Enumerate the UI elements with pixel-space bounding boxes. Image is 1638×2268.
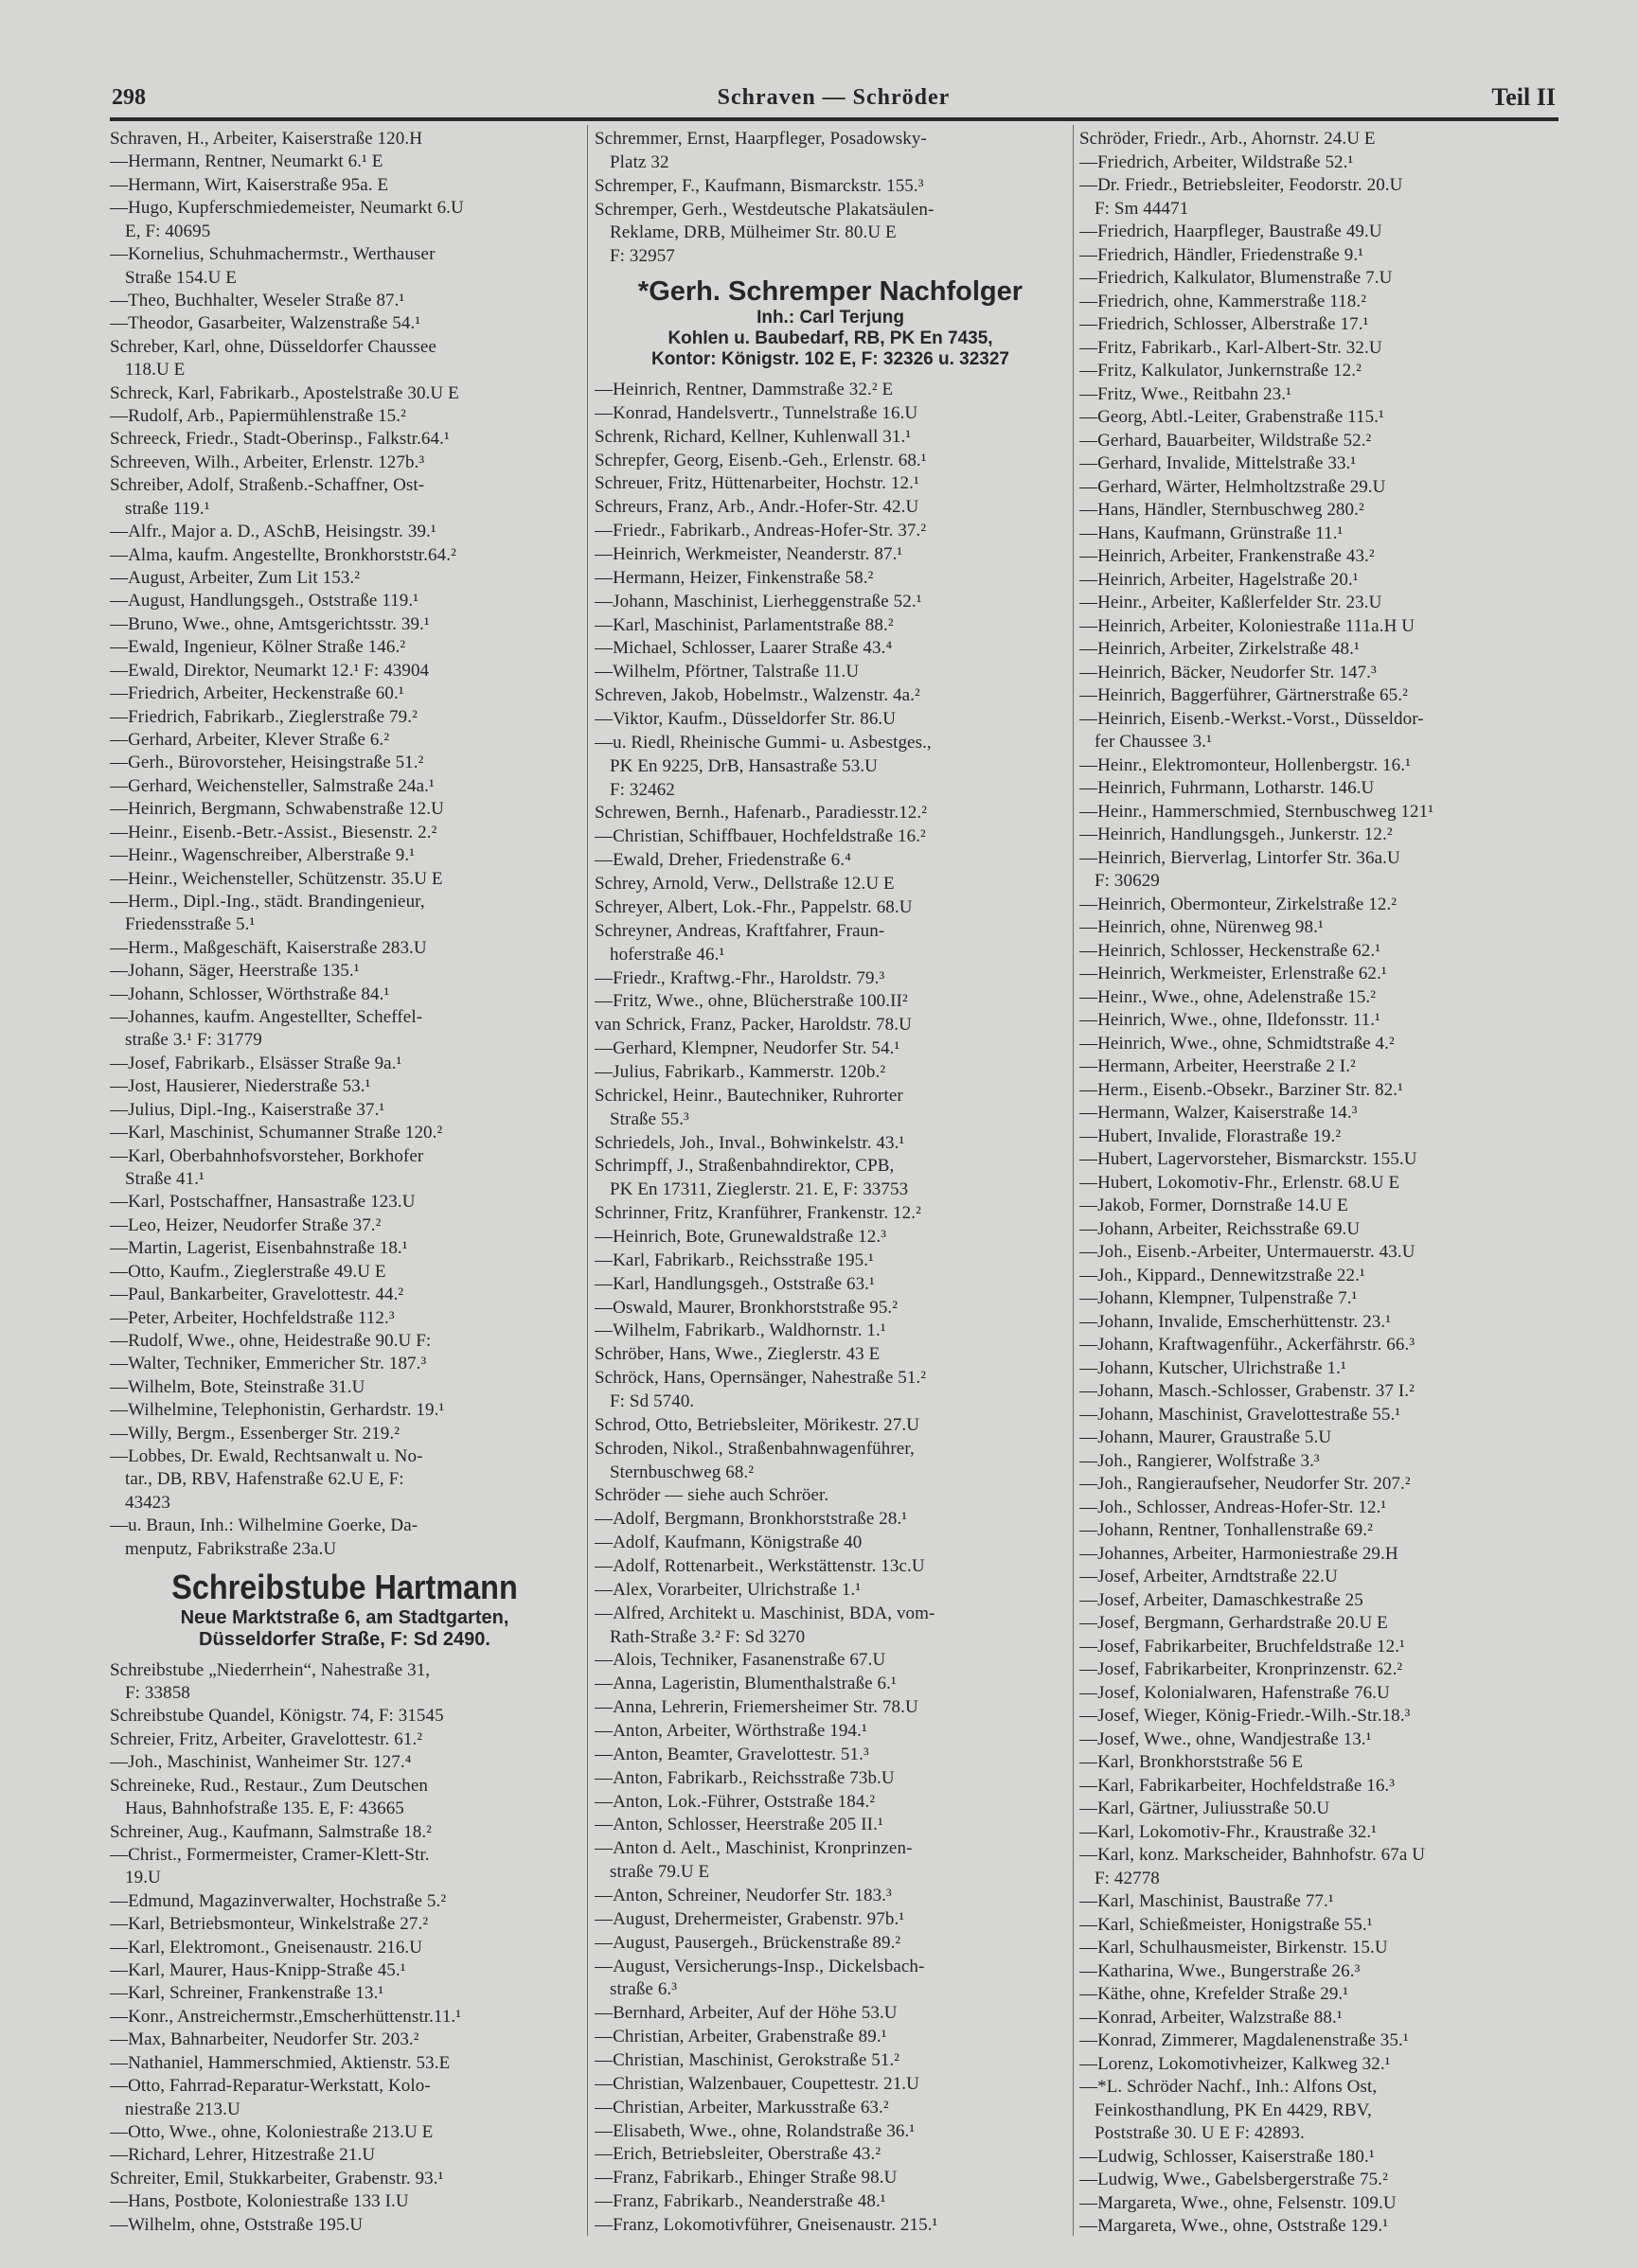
directory-entry-continuation: F: Sd 5740. <box>610 1391 695 1411</box>
directory-entry: —Karl, konz. Markscheider, Bahnhofstr. 67a U <box>1079 1845 1426 1865</box>
directory-entry: —Alfred, Architekt u. Maschinist, BDA, vom- <box>595 1603 935 1623</box>
directory-entry: Schrenk, Richard, Kellner, Kuhlenwall 31.¹ <box>595 426 912 447</box>
directory-entry: —Gerh., Bürovorsteher, Heisingstraße 51.² <box>110 753 424 773</box>
directory-entry-continuation: niestraße 213.U <box>125 2099 240 2119</box>
directory-entry: —Anton, Fabrikarb., Reichsstraße 73b.U <box>595 1767 895 1788</box>
directory-entry: Schröber, Hans, Wwe., Zieglerstr. 43 E <box>595 1344 881 1365</box>
directory-entry: Schrepfer, Georg, Eisenb.-Geh., Erlenstr. 68.¹ <box>595 450 927 470</box>
directory-entry: —Ludwig, Schlosser, Kaiserstraße 180.¹ <box>1079 2146 1375 2167</box>
directory-entry: —Edmund, Magazinverwalter, Hochstraße 5.² <box>110 1890 447 1911</box>
column-middle <box>595 129 1066 2236</box>
directory-entry-continuation: straße 79.U E <box>610 1862 710 1883</box>
directory-entry: —Heinrich, Rentner, Dammstraße 32.² E <box>595 380 894 400</box>
directory-entry: —Heinr., Eisenb.-Betr.-Assist., Biesenstr. 2.² <box>110 822 437 842</box>
directory-entry: —Anton, Lok.-Führer, Oststraße 184.² <box>595 1791 876 1812</box>
directory-entry-continuation: F: 32462 <box>610 779 675 800</box>
directory-entry: Schremper, Gerh., Westdeutsche Plakatsäulen- <box>595 199 935 220</box>
directory-entry: —Julius, Dipl.-Ing., Kaiserstraße 37.¹ <box>110 1099 385 1120</box>
directory-entry: —Hubert, Lagervorsteher, Bismarckstr. 155.U <box>1079 1149 1417 1169</box>
directory-entry: —Herm., Eisenb.-Obsekr., Barziner Str. 82.¹ <box>1079 1079 1403 1100</box>
directory-entry: —Julius, Fabrikarb., Kammerstr. 120b.² <box>595 1061 886 1082</box>
directory-entry: Schreck, Karl, Fabrikarb., Apostelstraße 30.U E <box>110 382 459 403</box>
directory-entry-continuation: PK En 17311, Zieglerstr. 21. E, F: 33753 <box>610 1179 909 1200</box>
directory-entry: —Karl, Elektromont., Gneisenaustr. 216.U <box>110 1937 423 1958</box>
directory-entry: —Franz, Lokomotivführer, Gneisenaustr. 215.¹ <box>595 2215 938 2236</box>
directory-entry: —Peter, Arbeiter, Hochfeldstraße 112.³ <box>110 1307 395 1328</box>
directory-entry: —Ewald, Dreher, Friedenstraße 6.⁴ <box>595 850 851 871</box>
directory-entry: —Jost, Hausierer, Niederstraße 53.¹ <box>110 1076 371 1097</box>
directory-entry-continuation: F: Sm 44471 <box>1095 198 1189 219</box>
directory-entry: —Joh., Schlosser, Andreas-Hofer-Str. 12.¹ <box>1079 1497 1387 1517</box>
directory-entry: —Oswald, Maurer, Bronkhorststraße 95.² <box>595 1297 899 1318</box>
directory-entry: —Karl, Gärtner, Juliusstraße 50.U <box>1079 1798 1330 1818</box>
directory-entry: —Konrad, Handelsvertr., Tunnelstraße 16.U <box>595 402 918 423</box>
directory-entry: —Gerhard, Weichensteller, Salmstraße 24a.¹ <box>110 775 435 796</box>
directory-entry: —Leo, Heizer, Neudorfer Straße 37.² <box>110 1214 382 1235</box>
directory-entry: —Friedrich, Schlosser, Alberstraße 17.¹ <box>1079 314 1369 334</box>
directory-entry: —Heinr., Wagenschreiber, Alberstraße 9.¹ <box>110 845 416 866</box>
directory-entry: —Wilhelm, Fabrikarb., Waldhornstr. 1.¹ <box>595 1320 886 1341</box>
directory-entry: —Gerhard, Arbeiter, Klever Straße 6.² <box>110 729 390 750</box>
directory-entry-continuation: PK En 9225, DrB, Hansastraße 53.U <box>610 755 878 776</box>
directory-entry: —Christ., Formermeister, Cramer-Klett-Str. <box>110 1844 430 1865</box>
directory-entry: —Josef, Arbeiter, Arndtstraße 22.U <box>1079 1567 1338 1586</box>
directory-entry: —Heinrich, Bergmann, Schwabenstraße 12.U <box>110 799 444 820</box>
directory-entry: —Christian, Arbeiter, Markusstraße 63.² <box>595 2097 889 2117</box>
directory-entry: —Heinrich, Wwe., ohne, Schmidtstraße 4.² <box>1079 1033 1395 1054</box>
directory-entry: Schrey, Arnold, Verw., Dellstraße 12.U E <box>595 874 895 895</box>
directory-entry: —Rudolf, Wwe., ohne, Heidestraße 90.U F: <box>110 1330 432 1351</box>
directory-entry: —Heinrich, Obermonteur, Zirkelstraße 12.² <box>1079 894 1398 914</box>
directory-entry: —Willy, Bergm., Essenberger Str. 219.² <box>110 1423 401 1444</box>
directory-entry-continuation: F: 30629 <box>1095 871 1160 891</box>
directory-entry: —Ewald, Ingenieur, Kölner Straße 146.² <box>110 637 406 658</box>
directory-entry: —Heinrich, ohne, Nürenweg 98.¹ <box>1079 917 1324 937</box>
directory-entry: —Hermann, Heizer, Finkenstraße 58.² <box>595 567 874 588</box>
directory-entry: —Theodor, Gasarbeiter, Walzenstraße 54.¹ <box>110 313 421 334</box>
directory-entry: —Johann, Rentner, Tonhallenstraße 69.² <box>1079 1520 1373 1540</box>
directory-entry: —Friedrich, Kalkulator, Blumenstraße 7.U <box>1079 268 1393 288</box>
directory-entry: —Nathaniel, Hammerschmied, Aktienstr. 53.E <box>110 2052 451 2073</box>
directory-entry-continuation: Reklame, DRB, Mülheimer Str. 80.U E <box>610 222 897 243</box>
directory-entry-continuation: E, F: 40695 <box>125 221 211 241</box>
directory-entry: —Friedrich, Haarpfleger, Baustraße 49.U <box>1079 221 1382 241</box>
directory-entry: —Christian, Maschinist, Gerokstraße 51.² <box>595 2050 900 2071</box>
directory-entry: —Hugo, Kupferschmiedemeister, Neumarkt 6.U <box>110 198 464 219</box>
directory-entry-continuation: Straße 55.³ <box>610 1108 689 1129</box>
directory-entry: —Kornelius, Schuhmachermstr., Werthauser <box>110 244 436 265</box>
directory-entry: —Heinrich, Arbeiter, Frankenstraße 43.² <box>1079 546 1375 566</box>
directory-entry: —Ludwig, Wwe., Gabelsbergerstraße 75.² <box>1079 2170 1388 2189</box>
directory-entry-continuation: Rath-Straße 3.² F: Sd 3270 <box>610 1626 806 1647</box>
directory-entry: —Gerhard, Bauarbeiter, Wildstraße 52.² <box>1079 430 1372 451</box>
directory-entry: —Heinr., Elektromonteur, Hollenbergstr. 16.¹ <box>1079 754 1411 775</box>
advertisement-hartmann <box>110 1562 579 1657</box>
directory-entry: —Karl, Handlungsgeh., Oststraße 63.¹ <box>595 1273 875 1294</box>
directory-entry: —Walter, Techniker, Emmericher Str. 187.³ <box>110 1354 427 1374</box>
advertisement-title: Schreibstube Hartmann <box>171 1568 518 1607</box>
directory-entry: —Joh., Eisenb.-Arbeiter, Untermauerstr. 43.U <box>1079 1242 1415 1262</box>
column-right <box>1079 129 1558 2236</box>
advertisement-line: Kohlen u. Baubedarf, RB, PK En 7435, <box>668 328 993 349</box>
directory-entry: Schrimpff, J., Straßenbahndirektor, CPB, <box>595 1156 895 1177</box>
directory-entry: Schreven, Jakob, Hobelmstr., Walzenstr. 4a.² <box>595 685 920 706</box>
directory-entry: —Heinrich, Arbeiter, Hagelstraße 20.¹ <box>1079 569 1359 590</box>
directory-entry-continuation: 19.U <box>125 1868 161 1888</box>
directory-entry: —Josef, Fabrikarb., Elsässer Straße 9a.¹ <box>110 1053 402 1073</box>
directory-entry: —Friedr., Kraftwg.-Fhr., Haroldstr. 79.³ <box>595 967 885 988</box>
directory-entry: —Friedrich, Arbeiter, Heckenstraße 60.¹ <box>110 683 404 704</box>
directory-entry: Schreiter, Emil, Stukkarbeiter, Grabenstr. 93.¹ <box>110 2168 444 2188</box>
directory-entry: —Karl, Lokomotiv-Fhr., Kraustraße 32.¹ <box>1079 1821 1377 1842</box>
page-number: 298 <box>112 85 146 110</box>
directory-entry: —Hubert, Lokomotiv-Fhr., Erlenstr. 68.U E <box>1079 1172 1400 1193</box>
directory-entry-continuation: straße 6.³ <box>610 1979 678 2000</box>
directory-entry: Schroden, Nikol., Straßenbahnwagenführer, <box>595 1438 915 1459</box>
directory-entry: Schreiber, Adolf, Straßenb.-Schaffner, Ost- <box>110 475 425 496</box>
directory-entry: Schreyner, Andreas, Kraftfahrer, Fraun- <box>595 920 885 941</box>
directory-entry: —Richard, Lehrer, Hitzestraße 21.U <box>110 2145 376 2166</box>
directory-entry: —Otto, Kaufm., Zieglerstraße 49.U E <box>110 1261 386 1282</box>
directory-entry: van Schrick, Franz, Packer, Haroldstr. 78.U <box>595 1015 912 1036</box>
directory-entry: —Herm., Dipl.-Ing., städt. Brandingenieur, <box>110 891 425 912</box>
advertisement-line: Düsseldorfer Straße, F: Sd 2490. <box>199 1629 490 1651</box>
directory-entry: —Heinrich, Handlungsgeh., Junkerstr. 12.² <box>1079 824 1393 844</box>
advertisement-title: *Gerh. Schremper Nachfolger <box>637 276 1024 308</box>
directory-entry-continuation: Poststraße 30. U E F: 42893. <box>1095 2123 1305 2143</box>
directory-entry: —Heinr., Wwe., ohne, Adelenstraße 15.² <box>1079 986 1377 1007</box>
directory-entry-continuation: straße 119.¹ <box>125 498 210 519</box>
directory-entry: Schreibstube Quandel, Königstr. 74, F: 31545 <box>110 1706 444 1727</box>
directory-entry: —Johann, Kutscher, Ulrichstraße 1.¹ <box>1079 1357 1346 1378</box>
directory-entry: —Wilhelm, ohne, Oststraße 195.U <box>110 2214 364 2235</box>
directory-entry: —Hans, Händler, Sternbuschweg 280.² <box>1079 500 1364 520</box>
directory-entry: —Katharina, Wwe., Bungerstraße 26.³ <box>1079 1960 1361 1981</box>
directory-entry: —Alois, Techniker, Fasanenstraße 67.U <box>595 1650 886 1671</box>
directory-entry-continuation: 43423 <box>125 1492 170 1513</box>
directory-entry: —Anton, Beamter, Gravelottestr. 51.³ <box>595 1744 869 1764</box>
directory-entry: —Friedr., Fabrikarb., Andreas-Hofer-Str. 37.² <box>595 521 927 541</box>
directory-entry: —Karl, Postschaffner, Hansastraße 123.U <box>110 1192 416 1213</box>
directory-entry: —Heinrich, Bäcker, Neudorfer Str. 147.³ <box>1079 662 1377 682</box>
directory-entry: Schreiner, Aug., Kaufmann, Salmstraße 18.² <box>110 1821 432 1842</box>
directory-entry: Schraven, H., Arbeiter, Kaiserstraße 120.H <box>110 129 423 149</box>
directory-entry: —Alma, kaufm. Angestellte, Bronkhorststr.64.² <box>110 544 456 565</box>
directory-entry: —Theo, Buchhalter, Weseler Straße 87.¹ <box>110 290 405 310</box>
directory-entry: —Karl, Betriebsmonteur, Winkelstraße 27.² <box>110 1914 429 1935</box>
directory-entry: —Anna, Lageristin, Blumenthalstraße 6.¹ <box>595 1674 897 1694</box>
directory-entry-continuation: 118.U E <box>125 360 186 381</box>
directory-entry: —Karl, Bronkhorststraße 56 E <box>1079 1752 1304 1772</box>
directory-entry: —Karl, Maurer, Haus-Knipp-Straße 45.¹ <box>110 1960 406 1981</box>
directory-entry: —Joh., Maschinist, Wanheimer Str. 127.⁴ <box>110 1752 412 1773</box>
directory-entry: —Hermann, Arbeiter, Heerstraße 2 I.² <box>1079 1056 1356 1076</box>
directory-entry: —Josef, Kolonialwaren, Hafenstraße 76.U <box>1079 1682 1390 1703</box>
directory-entry: —August, Arbeiter, Zum Lit 153.² <box>110 568 361 589</box>
running-head: Schraven — Schröder <box>717 85 951 110</box>
directory-entry: —Heinr., Arbeiter, Kaßlerfelder Str. 23.U <box>1079 593 1382 612</box>
directory-entry: —August, Pausergeh., Brückenstraße 89.² <box>595 1932 901 1953</box>
directory-entry: —Alex, Vorarbeiter, Ulrichstraße 1.¹ <box>595 1579 862 1600</box>
directory-entry: —Josef, Wieger, König-Friedr.-Wilh.-Str.18.³ <box>1079 1706 1411 1726</box>
directory-entry: —Joh., Rangieraufseher, Neudorfer Str. 207.² <box>1079 1474 1411 1494</box>
directory-entry: —Anna, Lehrerin, Friemersheimer Str. 78.U <box>595 1697 918 1718</box>
directory-entry-continuation: Haus, Bahnhofstraße 135. E, F: 43665 <box>125 1798 404 1819</box>
directory-entry: —Friedrich, ohne, Kammerstraße 118.² <box>1079 291 1367 311</box>
directory-entry: Schrod, Otto, Betriebsleiter, Mörikestr. 27.U <box>595 1414 920 1435</box>
directory-entry: —Heinr., Hammerschmied, Sternbuschweg 121¹ <box>1079 801 1433 822</box>
directory-entry: —Hermann, Walzer, Kaiserstraße 14.³ <box>1079 1103 1358 1123</box>
directory-entry: —u. Riedl, Rheinische Gummi- u. Asbestges., <box>595 732 932 753</box>
directory-entry: —Josef, Fabrikarbeiter, Kronprinzenstr. 62.² <box>1079 1659 1403 1679</box>
directory-entry-continuation: F: 33858 <box>125 1683 190 1703</box>
directory-entry: —Konr., Anstreichermstr.,Emscherhüttenstr.11.¹ <box>110 2006 462 2027</box>
directory-entry: —Karl, Maschinist, Schumanner Straße 120.² <box>110 1123 443 1143</box>
directory-entry: Schreeck, Friedr., Stadt-Oberinsp., Falkstr.64.¹ <box>110 429 450 450</box>
advertisement-line: Kontor: Königstr. 102 E, F: 32326 u. 32327 <box>650 349 1009 370</box>
directory-entry: —August, Versicherungs-Insp., Dickelsbach- <box>595 1956 925 1976</box>
directory-entry: Schreurs, Franz, Arb., Andr.-Hofer-Str. 42.U <box>595 497 919 518</box>
directory-entry: —Martin, Lagerist, Eisenbahnstraße 18.¹ <box>110 1238 408 1259</box>
directory-entry-continuation: straße 3.¹ F: 31779 <box>125 1030 262 1051</box>
directory-entry: —Karl, Schulhausmeister, Birkenstr. 15.U <box>1079 1938 1388 1958</box>
directory-entry: —Wilhelm, Pförtner, Talstraße 11.U <box>595 662 860 682</box>
directory-entry: —Joh., Kippard., Dennewitzstraße 22.¹ <box>1079 1265 1365 1285</box>
directory-entry: —Karl, Fabrikarbeiter, Hochfeldstraße 16.³ <box>1079 1775 1396 1796</box>
directory-entry: —Josef, Wwe., ohne, Wandjestraße 13.¹ <box>1079 1728 1372 1749</box>
directory-entry: —Wilhelm, Bote, Steinstraße 31.U <box>110 1376 365 1397</box>
directory-entry: —Christian, Schiffbauer, Hochfeldstraße 16.² <box>595 826 926 847</box>
directory-entry: —Gerhard, Wärter, Helmholtzstraße 29.U <box>1079 476 1386 497</box>
directory-entry: —Hans, Postbote, Koloniestraße 133 I.U <box>110 2191 409 2212</box>
directory-entry: —Joh., Rangierer, Wolfstraße 3.³ <box>1079 1450 1320 1471</box>
directory-entry: —Paul, Bankarbeiter, Gravelottestr. 44.² <box>110 1285 404 1305</box>
directory-entry: —Johannes, kaufm. Angestellter, Scheffel- <box>110 1007 423 1028</box>
directory-entry: —Käthe, ohne, Krefelder Straße 29.¹ <box>1079 1984 1349 2004</box>
directory-entry: —Michael, Schlosser, Laarer Straße 43.⁴ <box>595 638 893 659</box>
directory-entry: —Elisabeth, Wwe., ohne, Rolandstraße 36.¹ <box>595 2120 916 2141</box>
advertisement-line: Neue Marktstraße 6, am Stadtgarten, <box>180 1607 509 1629</box>
directory-entry: —Lorenz, Lokomotivheizer, Kalkweg 32.¹ <box>1079 2053 1391 2074</box>
part-label: Teil II <box>1491 83 1556 111</box>
directory-entry: Schrinner, Fritz, Kranführer, Frankenstr. 12.² <box>595 1203 921 1224</box>
directory-entry: —Hubert, Invalide, Florastraße 19.² <box>1079 1125 1342 1146</box>
directory-entry: Schreber, Karl, ohne, Düsseldorfer Chaussee <box>110 336 436 357</box>
directory-entry: —Johann, Maurer, Graustraße 5.U <box>1079 1427 1332 1447</box>
directory-entry: —Viktor, Kaufm., Düsseldorfer Str. 86.U <box>595 709 897 730</box>
directory-entry: —Friedrich, Arbeiter, Wildstraße 52.¹ <box>1079 151 1354 172</box>
directory-entry: —Hermann, Wirt, Kaiserstraße 95a. E <box>110 174 389 195</box>
directory-entry: Schröck, Hans, Opernsänger, Nahestraße 51.² <box>595 1368 927 1389</box>
directory-entry: —Karl, Schießmeister, Honigstraße 55.¹ <box>1079 1914 1373 1935</box>
directory-entry: —Heinrich, Werkmeister, Neanderstr. 87.¹ <box>595 544 903 565</box>
directory-entry-continuation: tar., DB, RBV, Hafenstraße 62.U E, F: <box>125 1469 404 1490</box>
directory-entry: —Gerhard, Invalide, Mittelstraße 33.¹ <box>1079 453 1357 473</box>
directory-entry: —Jakob, Former, Dornstraße 14.U E <box>1079 1196 1348 1215</box>
directory-entry: —Alfr., Major a. D., ASchB, Heisingstr. 39.¹ <box>110 522 436 542</box>
directory-entry: —Johann, Kraftwagenführ., Ackerfährstr. 66.³ <box>1079 1335 1415 1355</box>
directory-entry: —Heinrich, Baggerführer, Gärtnerstraße 65.² <box>1079 685 1408 705</box>
directory-entry: —Dr. Friedr., Betriebsleiter, Feodorstr. 20.U <box>1079 175 1403 195</box>
directory-entry: —Heinrich, Bote, Grunewaldstraße 12.³ <box>595 1226 887 1247</box>
directory-entry: —Christian, Walzenbauer, Coupettestr. 21.U <box>595 2073 919 2094</box>
directory-entry: Schreuer, Fritz, Hüttenarbeiter, Hochstr. 12.¹ <box>595 473 919 494</box>
directory-entry: —Johann, Schlosser, Wörthstraße 84.¹ <box>110 983 390 1004</box>
advertisement-line: Inh.: Carl Terjung <box>757 308 904 328</box>
directory-entry: —August, Drehermeister, Grabenstr. 97b.¹ <box>595 1908 905 1929</box>
directory-entry: —Otto, Fahrrad-Reparatur-Werkstatt, Kolo- <box>110 2076 431 2097</box>
directory-entry: —Heinrich, Bierverlag, Lintorfer Str. 36a.U <box>1079 847 1400 868</box>
directory-entry: —Johann, Klempner, Tulpenstraße 7.¹ <box>1079 1288 1358 1308</box>
directory-entry: —Franz, Fabrikarb., Ehinger Straße 98.U <box>595 2168 898 2188</box>
directory-entry: —Fritz, Fabrikarb., Karl-Albert-Str. 32.U <box>1079 337 1382 358</box>
directory-entry: —Ewald, Direktor, Neumarkt 12.¹ F: 43904 <box>110 660 430 681</box>
directory-entry: —Erich, Betriebsleiter, Oberstraße 43.² <box>595 2144 881 2165</box>
advertisement-schremper <box>595 270 1066 376</box>
directory-entry: —*L. Schröder Nachf., Inh.: Alfons Ost, <box>1079 2077 1378 2097</box>
directory-entry: —Johann, Maschinist, Gravelottestraße 55.¹ <box>1079 1404 1401 1425</box>
directory-entry-continuation: Platz 32 <box>610 151 669 172</box>
directory-entry: —Bruno, Wwe., ohne, Amtsgerichtsstr. 39.¹ <box>110 613 430 634</box>
directory-entry: —Johann, Säger, Heerstraße 135.¹ <box>110 961 360 982</box>
directory-entry: —Karl, Maschinist, Baustraße 77.¹ <box>1079 1891 1334 1911</box>
directory-entry: —Herm., Maßgeschäft, Kaiserstraße 283.U <box>110 937 427 958</box>
column-left <box>110 129 579 2236</box>
directory-entry: —Johannes, Arbeiter, Harmoniestraße 29.H <box>1079 1543 1398 1564</box>
header-rule <box>110 117 1558 121</box>
directory-entry: —Friedrich, Händler, Friedenstraße 9.¹ <box>1079 244 1363 265</box>
directory-entry-continuation: hoferstraße 46.¹ <box>610 944 725 965</box>
directory-entry: Schremper, F., Kaufmann, Bismarckstr. 155.³ <box>595 175 924 196</box>
directory-entry: —Adolf, Rottenarbeit., Werkstättenstr. 13c.U <box>595 1555 925 1576</box>
directory-entry: —Fritz, Wwe., Reitbahn 23.¹ <box>1079 383 1291 404</box>
directory-entry-continuation: Straße 154.U E <box>125 267 238 288</box>
directory-entry: —Karl, Schreiner, Frankenstraße 13.¹ <box>110 1983 384 2004</box>
directory-entry: —Heinr., Weichensteller, Schützenstr. 35.U E <box>110 868 443 889</box>
directory-entry: —Karl, Fabrikarb., Reichsstraße 195.¹ <box>595 1249 874 1270</box>
directory-entry: —Adolf, Kaufmann, Königstraße 40 <box>595 1533 863 1553</box>
directory-entry: —Anton, Arbeiter, Wörthstraße 194.¹ <box>595 1721 867 1741</box>
column-divider <box>587 125 588 2236</box>
directory-entry-continuation: Straße 41.¹ <box>125 1168 205 1189</box>
directory-entry: —Heinrich, Arbeiter, Koloniestraße 111a.H U <box>1079 615 1415 636</box>
directory-entry: —Johann, Masch.-Schlosser, Grabenstr. 37 I.² <box>1079 1381 1415 1401</box>
directory-entry: —Josef, Bergmann, Gerhardstraße 20.U E <box>1079 1613 1388 1633</box>
directory-entry: —Margareta, Wwe., ohne, Oststraße 129.¹ <box>1079 2216 1388 2236</box>
directory-entry: —Bernhard, Arbeiter, Auf der Höhe 53.U <box>595 2003 898 2024</box>
column-divider <box>1073 125 1074 2236</box>
directory-entry: —Anton, Schlosser, Heerstraße 205 II.¹ <box>595 1815 883 1835</box>
directory-entry: —Rudolf, Arb., Papiermühlenstraße 15.² <box>110 406 406 427</box>
directory-entry-continuation: Sternbuschweg 68.² <box>610 1462 755 1482</box>
directory-entry: —Johann, Maschinist, Lierheggenstraße 52.¹ <box>595 591 922 611</box>
directory-entry: Schreineke, Rud., Restaur., Zum Deutschen <box>110 1775 428 1796</box>
directory-entry: Schreibstube „Niederrhein“, Nahestraße 31, <box>110 1659 431 1680</box>
directory-entry-continuation: Feinkosthandlung, PK En 4429, RBV, <box>1095 2100 1372 2120</box>
directory-entry: —Heinrich, Fuhrmann, Lotharstr. 146.U <box>1079 778 1375 798</box>
directory-entry: —Franz, Fabrikarb., Neanderstraße 48.¹ <box>595 2191 886 2212</box>
directory-entry: —Adolf, Bergmann, Bronkhorststraße 28.¹ <box>595 1509 908 1530</box>
directory-entry: —Josef, Arbeiter, Damaschkestraße 25 <box>1079 1589 1363 1610</box>
directory-entry: —Anton d. Aelt., Maschinist, Kronprinzen- <box>595 1838 913 1859</box>
directory-entry: Schrickel, Heinr., Bautechniker, Ruhrorter <box>595 1085 903 1106</box>
directory-entry: Schreeven, Wilh., Arbeiter, Erlenstr. 127b.³ <box>110 452 425 472</box>
directory-entry: —Fritz, Wwe., ohne, Blücherstraße 100.II² <box>595 991 908 1012</box>
directory-entry: —Karl, Maschinist, Parlamentstraße 88.² <box>595 614 894 635</box>
directory-entry: Schrewen, Bernh., Hafenarb., Paradiesstr.12.² <box>595 803 928 824</box>
directory-entry: —Gerhard, Klempner, Neudorfer Str. 54.¹ <box>595 1038 900 1059</box>
directory-entry: —Karl, Oberbahnhofsvorsteher, Borkhofer <box>110 1145 424 1166</box>
directory-entry: —Fritz, Kalkulator, Junkernstraße 12.² <box>1079 361 1362 381</box>
page-header <box>112 83 1556 119</box>
directory-entry-continuation: menputz, Fabrikstraße 23a.U <box>125 1538 337 1559</box>
directory-entry: Schremmer, Ernst, Haarpfleger, Posadowsky- <box>595 129 927 149</box>
directory-entry: —Friedrich, Fabrikarb., Zieglerstraße 79.² <box>110 706 418 727</box>
directory-entry: —Konrad, Zimmerer, Magdalenenstraße 35.¹ <box>1079 2030 1409 2050</box>
directory-entry: —Wilhelmine, Telephonistin, Gerhardstr. 19.¹ <box>110 1400 445 1421</box>
directory-entry: —Heinrich, Arbeiter, Zirkelstraße 48.¹ <box>1079 639 1360 659</box>
directory-entry: Schreyer, Albert, Lok.-Fhr., Pappelstr. 68.U <box>595 896 913 917</box>
directory-entry: —Heinrich, Eisenb.-Werkst.-Vorst., Düsseldor- <box>1079 708 1424 729</box>
directory-entry: Schreier, Fritz, Arbeiter, Gravelottestr. 61.² <box>110 1728 423 1749</box>
directory-entry: —Max, Bahnarbeiter, Neudorfer Str. 203.² <box>110 2029 419 2050</box>
directory-entry: —Margareta, Wwe., ohne, Felsenstr. 109.U <box>1079 2192 1397 2213</box>
directory-entry: —Josef, Fabrikarbeiter, Bruchfeldstraße 12.¹ <box>1079 1636 1405 1657</box>
directory-entry: —Heinrich, Wwe., ohne, Ildefonsstr. 11.¹ <box>1079 1010 1380 1030</box>
directory-entry-continuation: Friedensstraße 5.¹ <box>125 914 256 935</box>
directory-entry: —Otto, Wwe., ohne, Koloniestraße 213.U E <box>110 2122 434 2143</box>
directory-entry: —Johann, Invalide, Emscherhüttenstr. 23.¹ <box>1079 1311 1392 1332</box>
directory-entry-continuation: fer Chaussee 3.¹ <box>1095 732 1212 752</box>
directory-entry: —u. Braun, Inh.: Wilhelmine Goerke, Da- <box>110 1515 418 1536</box>
directory-entry: —Konrad, Arbeiter, Walzstraße 88.¹ <box>1079 2007 1343 2028</box>
directory-entry: —Georg, Abtl.-Leiter, Grabenstraße 115.¹ <box>1079 407 1384 427</box>
directory-entry: —Heinrich, Schlosser, Heckenstraße 62.¹ <box>1079 940 1381 961</box>
directory-entry-continuation: F: 42778 <box>1095 1868 1160 1888</box>
directory-entry: —Hans, Kaufmann, Grünstraße 11.¹ <box>1079 523 1344 543</box>
directory-entry: —Anton, Schreiner, Neudorfer Str. 183.³ <box>595 1886 892 1906</box>
directory-entry: Schröder — siehe auch Schröer. <box>595 1485 829 1506</box>
directory-entry: —Heinrich, Werkmeister, Erlenstraße 62.¹ <box>1079 964 1387 983</box>
directory-entry: —Hermann, Rentner, Neumarkt 6.¹ E <box>110 151 383 172</box>
directory-entry: —August, Handlungsgeh., Oststraße 119.¹ <box>110 591 419 611</box>
directory-entry: —Lobbes, Dr. Ewald, Rechtsanwalt u. No- <box>110 1446 423 1467</box>
directory-entry-continuation: F: 32957 <box>610 246 675 267</box>
directory-entry: —Johann, Arbeiter, Reichsstraße 69.U <box>1079 1218 1361 1239</box>
directory-entry: Schriedels, Joh., Inval., Bohwinkelstr. 43.¹ <box>595 1132 905 1153</box>
directory-entry: —Christian, Arbeiter, Grabenstraße 89.¹ <box>595 2027 887 2047</box>
directory-entry: Schröder, Friedr., Arb., Ahornstr. 24.U E <box>1079 129 1376 149</box>
